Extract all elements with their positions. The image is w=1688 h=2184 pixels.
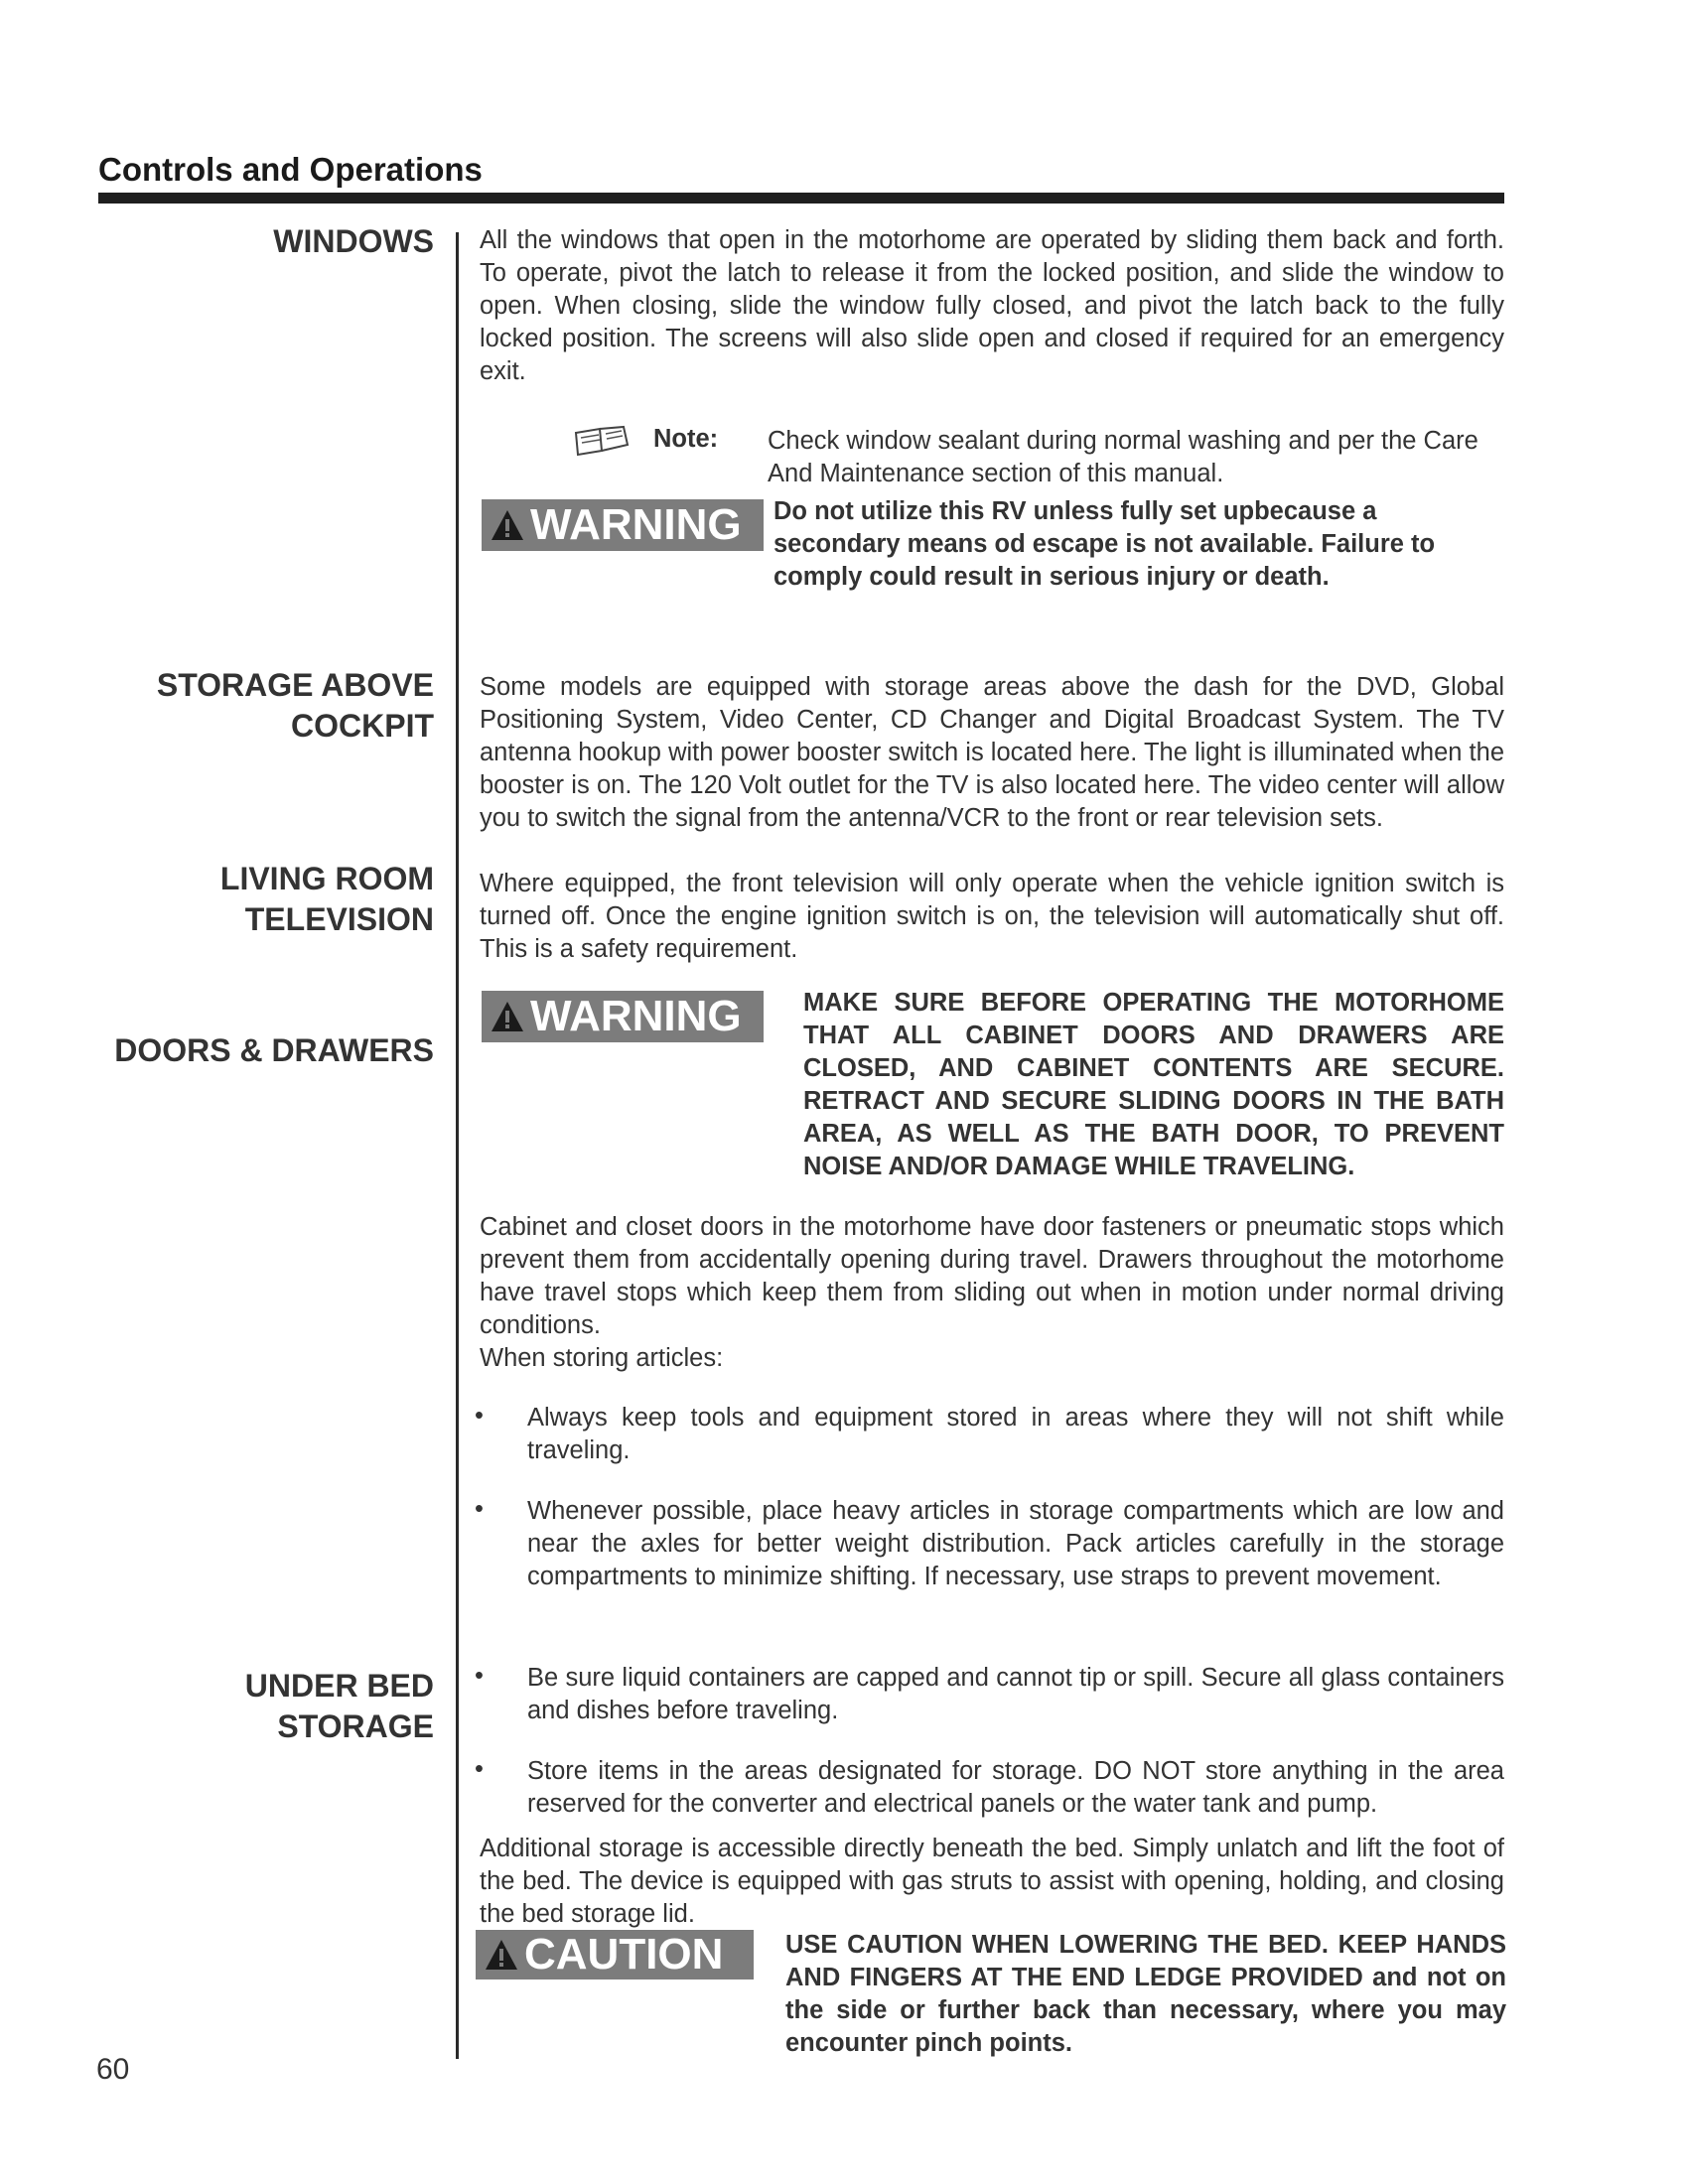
warning-label: WARNING	[530, 992, 742, 1040]
list-item: Whenever possible, place heavy articles in storage compartments which are low and near the axles for better weight distribution. Pack articles carefully in the storage compartments to minimize shifting. If necessary, use straps to prevent movement.	[527, 1497, 1504, 1590]
book-icon	[572, 425, 632, 462]
column-divider	[456, 232, 459, 2059]
bullet-marker: •	[475, 1402, 484, 1430]
caution-label: CAUTION	[524, 1930, 724, 1979]
storing-intro: When storing articles:	[480, 1344, 724, 1372]
list-item: Be sure liquid containers are capped and cannot tip or spill. Secure all glass containers and dishes before traveling.	[527, 1664, 1504, 1724]
caution-badge	[476, 1930, 754, 1979]
bullet-marker: •	[475, 1755, 484, 1783]
section-heading-storage-above-cockpit: STORAGE ABOVE COCKPIT	[156, 667, 434, 744]
section-heading-living-room-television: LIVING ROOM TELEVISION	[219, 861, 434, 937]
title-rule	[98, 193, 1504, 204]
section-heading-windows: WINDOWS	[273, 223, 434, 259]
warning-label: WARNING	[530, 500, 742, 549]
bullet-marker: •	[475, 1495, 484, 1523]
caution-text: USE CAUTION WHEN LOWERING THE BED. KEEP HANDS AND FINGERS AT THE END LEDGE PROVIDED and not on the side or further back than necessary, where you may encounter pinch points.	[785, 1931, 1506, 2057]
doors-paragraph: Cabinet and closet doors in the motorhome have door fasteners or pneumatic stops which prevent them from accidentally opening during travel. Drawers throughout the motorhome have travel stops which keep them from sliding out when in motion under normal driving conditions.	[480, 1213, 1504, 1339]
warning-badge	[482, 991, 764, 1042]
warning-triangle-icon	[490, 508, 525, 542]
television-paragraph: Where equipped, the front television will only operate when the vehicle ignition switch is turned off. Once the engine ignition switch is on, the television will automatically shut off. This is a safety requirement.	[480, 870, 1504, 963]
warning-triangle-icon	[490, 1000, 525, 1033]
under-bed-paragraph: Additional storage is accessible directly beneath the bed. Simply unlatch and lift the foot of the bed. The device is equipped with gas struts to assist with opening, holding, and closing the bed storage lid.	[480, 1835, 1504, 1928]
section-heading-doors-drawers: DOORS & DRAWERS	[114, 1032, 434, 1068]
list-item: Store items in the areas designated for storage. DO NOT store anything in the area reserved for the converter and electrical panels or the water tank and pump.	[527, 1757, 1504, 1818]
windows-paragraph: All the windows that open in the motorhome are operated by sliding them back and forth. To operate, pivot the latch to release it from the locked position, and slide the window to open. When closing, slide the window fully closed, and pivot the latch back to the fully locked position. The screens will also slide open and closed if required for an emergency exit.	[480, 226, 1504, 385]
cockpit-paragraph: Some models are equipped with storage areas above the dash for the DVD, Global Positioning System, Video Center, CD Changer and Digital Broadcast System. The TV antenna hookup with power booster switch is located here. The light is illuminated when the booster is on. The 120 Volt outlet for the TV is also located here. The video center will allow you to switch the signal from the antenna/VCR to the front or rear television sets.	[480, 673, 1504, 832]
section-heading-under-bed-storage: UNDER BED STORAGE	[244, 1668, 434, 1744]
page-title: Controls and Operations	[98, 151, 483, 188]
warning-triangle-icon	[484, 1938, 519, 1972]
warning-text: Do not utilize this RV unless fully set upbecause a secondary means od escape is not available. Failure to comply could result in serious injury or death.	[774, 497, 1436, 591]
warning-text: MAKE SURE BEFORE OPERATING THE MOTORHOME THAT ALL CABINET DOORS AND DRAWERS ARE CLOSED, AND CABINET CONTENTS ARE SECURE. RETRACT AND SECURE SLIDING DOORS IN THE BATH AREA, AS WELL AS THE BATH DOOR, TO PREVENT NOISE AND/OR DAMAGE WHILE TRAVELING.	[803, 989, 1504, 1180]
bullet-marker: •	[475, 1662, 484, 1690]
note-label: Note:	[653, 425, 719, 453]
list-item: Always keep tools and equipment stored in areas where they will not shift while traveling.	[527, 1404, 1504, 1464]
note-text: Check window sealant during normal washing and per the Care And Maintenance section of this manual.	[768, 427, 1478, 487]
page-number: 60	[96, 2053, 130, 2086]
warning-badge	[482, 499, 764, 551]
